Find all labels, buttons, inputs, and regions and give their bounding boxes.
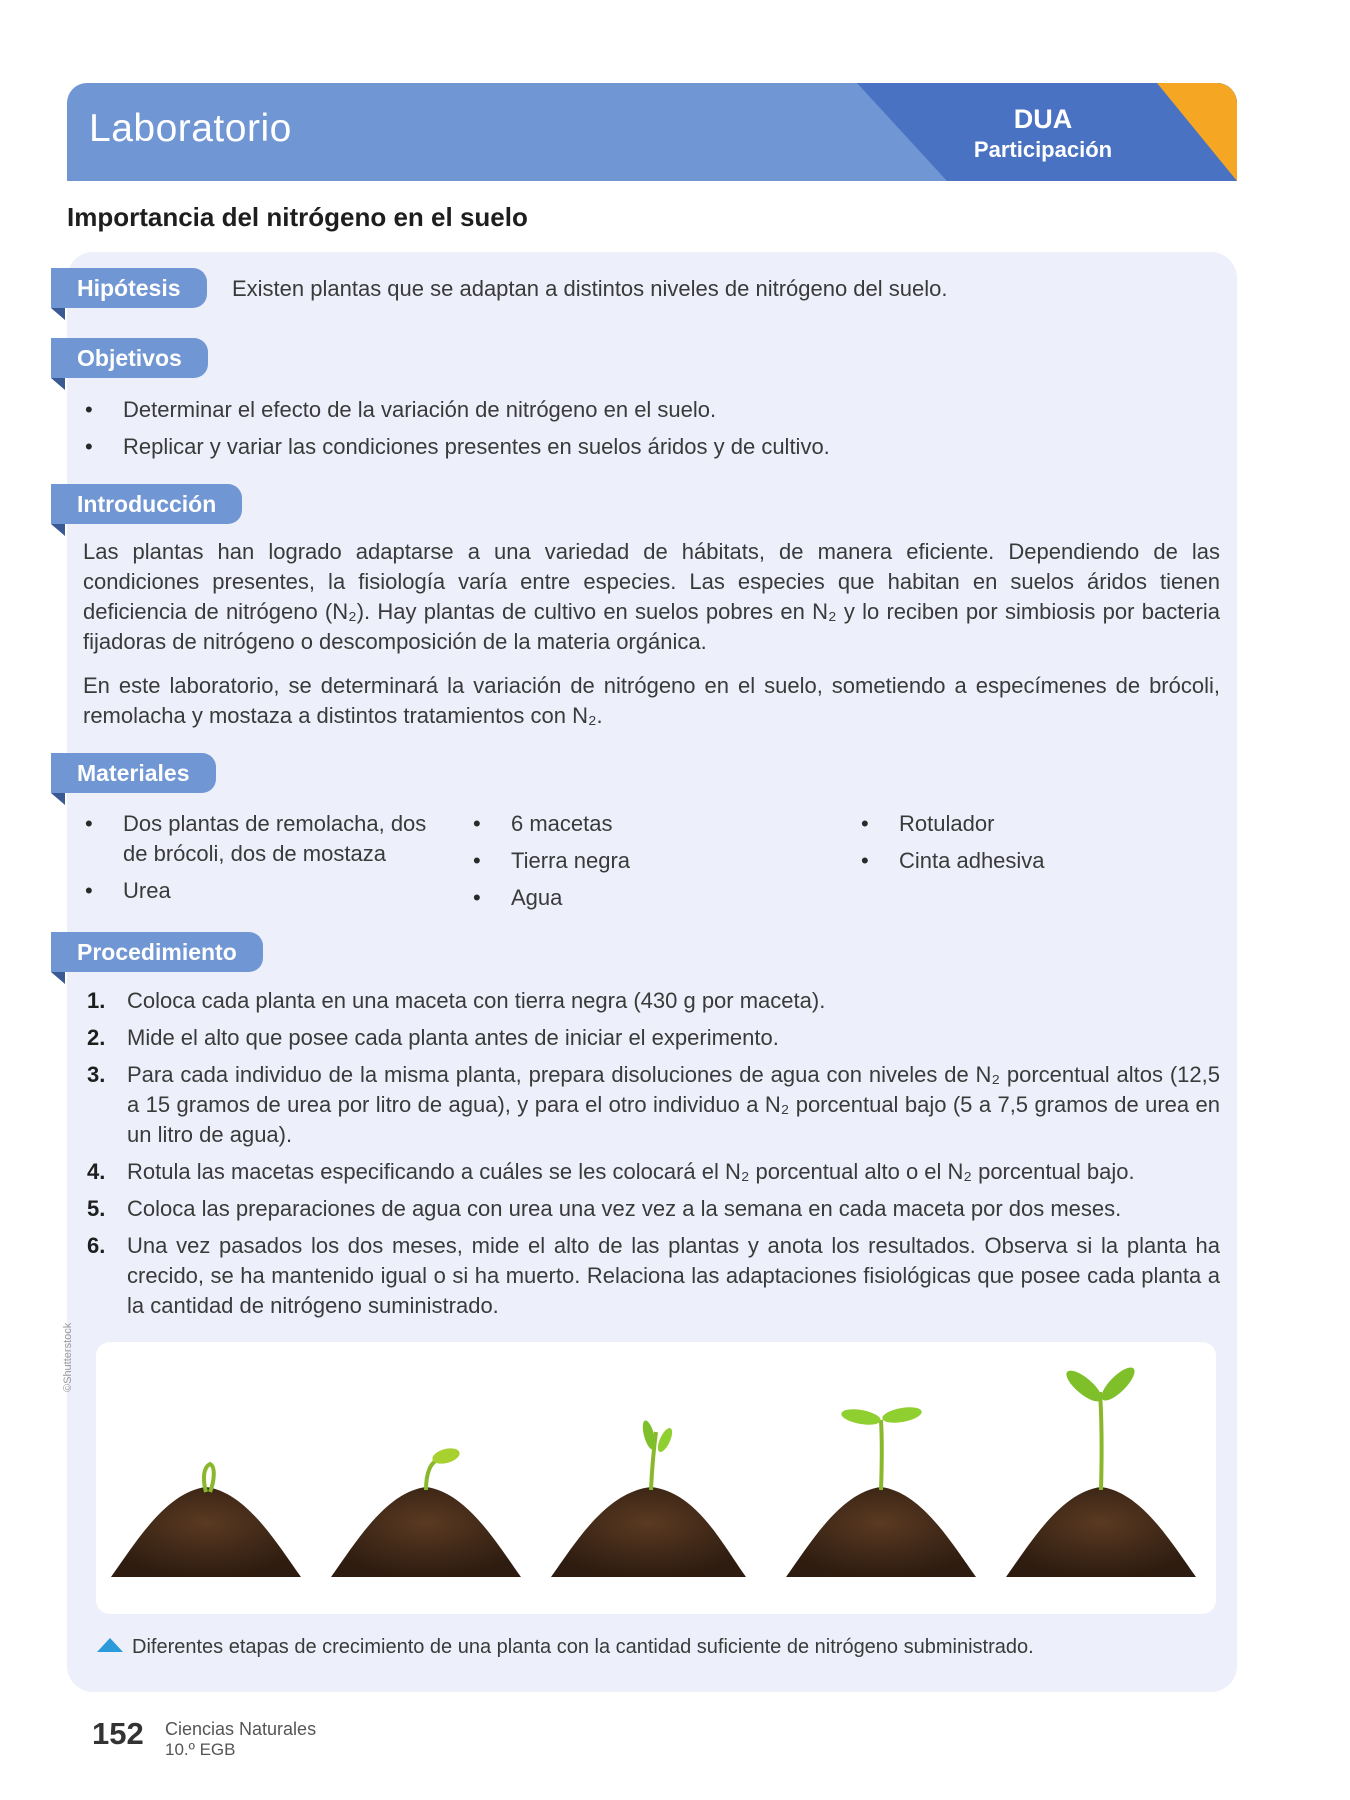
dua-label: DUA [1013, 104, 1073, 134]
list-item: • 6 macetas [471, 809, 811, 839]
step-number: 4. [87, 1159, 106, 1184]
lab-title: Importancia del nitrógeno en el suelo [67, 202, 528, 232]
seedling-illustration [96, 1342, 1216, 1614]
procedure-step [83, 1060, 1220, 1150]
introduction-paragraph-2: En este laboratorio, se determinará la variación de nitrógeno en el suelo, sometiendo a especímenes de brócoli, remolacha y mostaza a distintos tratamientos con N₂. [83, 673, 1220, 728]
hypothesis-tag: Hipótesis [51, 268, 207, 308]
seedling-stage-2 [426, 1446, 461, 1490]
book-title: Ciencias Naturales [165, 1719, 317, 1739]
procedure-step [83, 1231, 1220, 1321]
step-number: 5. [87, 1196, 106, 1221]
header-banner [67, 83, 1237, 181]
introduction-tag: Introducción [51, 484, 242, 524]
step-text: Una vez pasados los dos meses, mide el alto de las plantas y anota los resultados. Observa si la planta ha crecido, se ha mantenido igual o si ha muerto. Relaciona las adaptaciones fisiológicas que posee cada planta a la cantidad de nitrógeno suministrado. [127, 1233, 1220, 1318]
soil-mound [786, 1487, 976, 1577]
step-text: Para cada individuo de la misma planta, prepara disoluciones de agua con niveles de N₂ porcentual altos (12,5 a 15 gramos de urea por litro de agua), y para el otro individuo a N₂ porcentual bajo (5 a 7,5 gramos de urea en un litro de agua). [127, 1062, 1220, 1147]
book-grade: 10.º EGB [165, 1740, 236, 1759]
seedling-stage-5 [1062, 1363, 1139, 1490]
figure-caption: Diferentes etapas de crecimiento de una planta con la cantidad suficiente de nitrógeno subministrado. [132, 1636, 1034, 1658]
soil-mound [1006, 1487, 1196, 1577]
list-item: • Urea [83, 876, 443, 906]
introduction-paragraph-1: Las plantas han logrado adaptarse a una variedad de hábitats, de manera eficiente. Dependiendo de las condiciones presentes, la fisiología varía entre especies. Las especies que habitan en suelos áridos tienen deficiencia de nitrógeno (N₂). Hay plantas de cultivo en suelos pobres en N₂ y lo reciben por simbiosis por bacteria fijadoras de nitrógeno o descomposición de la materia orgánica. [83, 539, 1220, 654]
step-text: Coloca las preparaciones de agua con urea una vez vez a la semana en cada maceta por dos meses. [127, 1196, 1122, 1221]
procedure-step [83, 1194, 1220, 1224]
hypothesis-text: Existen plantas que se adaptan a distintos niveles de nitrógeno del suelo. [232, 276, 948, 301]
soil-mound [551, 1487, 746, 1577]
materials-column-1 [83, 809, 443, 913]
list-item: • Replicar y variar las condiciones presentes en suelos áridos y de cultivo. [83, 432, 1220, 462]
objectives-list [83, 395, 1220, 469]
step-text: Mide el alto que posee cada planta antes de iniciar el experimento. [127, 1025, 779, 1050]
step-number: 3. [87, 1062, 106, 1087]
photo-credit: ©Shutterstock [62, 1322, 74, 1392]
soil-mound [111, 1487, 301, 1577]
list-item: • Agua [471, 883, 811, 913]
seedling-stage-4 [840, 1405, 923, 1490]
soil-mound [331, 1487, 521, 1577]
seedling-stage-3 [640, 1419, 675, 1490]
list-item: • Determinar el efecto de la variación de nitrógeno en el suelo. [83, 395, 1220, 425]
procedure-tag: Procedimiento [51, 932, 263, 972]
list-item: • Tierra negra [471, 846, 811, 876]
step-number: 6. [87, 1233, 106, 1258]
procedure-step [83, 986, 1220, 1016]
page-number: 152 [92, 1716, 144, 1751]
step-text: Coloca cada planta en una maceta con tierra negra (430 g por maceta). [127, 988, 826, 1013]
procedure-step [83, 1157, 1220, 1187]
materials-column-3 [859, 809, 1199, 883]
list-item: • Cinta adhesiva [859, 846, 1199, 876]
caption-triangle-icon [97, 1638, 123, 1652]
dua-subtitle: Participación [973, 137, 1113, 162]
objectives-tag: Objetivos [51, 338, 208, 378]
materials-column-2 [471, 809, 811, 920]
section-title: Laboratorio [89, 107, 292, 150]
list-item: • Rotulador [859, 809, 1199, 839]
procedure-steps [83, 986, 1220, 1328]
step-number: 1. [87, 988, 106, 1013]
plant-growth-photo [96, 1342, 1216, 1614]
list-item: • Dos plantas de remolacha, dos de brócoli, dos de mostaza [83, 809, 443, 869]
materials-tag: Materiales [51, 753, 216, 793]
step-number: 2. [87, 1025, 106, 1050]
step-text: Rotula las macetas especificando a cuáles se les colocará el N₂ porcentual alto o el N₂ porcentual bajo. [127, 1159, 1135, 1184]
procedure-step [83, 1023, 1220, 1053]
